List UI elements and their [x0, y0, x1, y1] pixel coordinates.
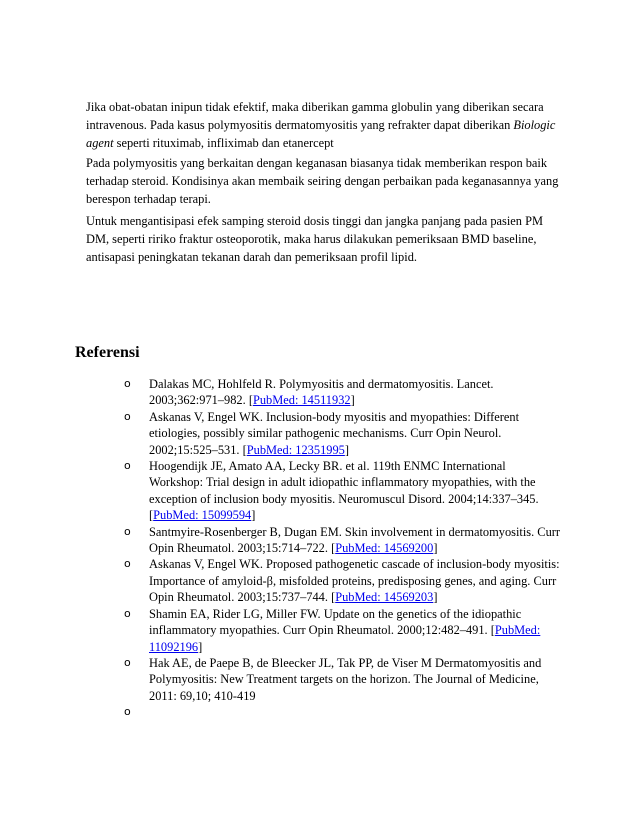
reference-text: Hak AE, de Paepe B, de Bleecker JL, Tak PP, de Viser M Dermatomyositis and Polymyositis: New Treatment targets on the horizon. The Journal of Medicine, 2011: 69,10; 410-419 — [149, 655, 542, 703]
reference-item — [122, 458, 562, 524]
bullet-icon: o — [124, 557, 131, 571]
italic-term: Biologic agent — [86, 118, 556, 150]
reference-item-empty — [122, 704, 562, 720]
bullet-icon: o — [124, 409, 131, 423]
bullet-icon: o — [124, 459, 131, 473]
bullet-icon: o — [124, 705, 131, 719]
bullet-icon: o — [124, 524, 131, 538]
reference-bracket: ] — [344, 442, 349, 457]
bullet-icon: o — [124, 606, 131, 620]
reference-item — [122, 524, 562, 557]
reference-item — [122, 606, 562, 655]
reference-item — [122, 409, 562, 458]
reference-bracket: ] — [433, 590, 438, 605]
references-heading: Referensi — [75, 344, 140, 361]
bullet-icon: o — [124, 377, 131, 390]
paragraph-ivig — [86, 98, 566, 152]
reference-text: Askanas V, Engel WK. Proposed pathogenetic cascade of inclusion-body myositis: Importance of amyloid-β, misfolded proteins, predisposing genes, and aging. Curr Opin Rheumatol. 2003;15:737–744. [ — [149, 557, 560, 605]
pubmed-link[interactable]: PubMed: 14569203 — [335, 590, 434, 605]
pubmed-link[interactable]: PubMed: 14511932 — [252, 393, 351, 408]
reference-text: Askanas V, Engel WK. Inclusion-body myositis and myopathies: Different etiologies, possibly similar pathogenic mechanisms. Curr Opin Neurol. 2002;15:525–531. [ — [149, 409, 520, 457]
reference-text: Hoogendijk JE, Amato AA, Lecky BR. et al. 119th ENMC International Workshop: Trial design in adult idiopathic inflammatory myopathies, with the exception of inclusion body myositis. Neuromuscul Disord. 2004;14:337–345. [ — [149, 459, 539, 523]
pubmed-link[interactable]: PubMed: 15099594 — [153, 508, 252, 523]
references-list — [122, 376, 562, 721]
pubmed-link[interactable]: PubMed: 11092196 — [149, 623, 541, 654]
reference-text: Santmyire-Rosenberger B, Dugan EM. Skin involvement in dermatomyositis. Curr Opin Rheumatol. 2003;15:714–722. [ — [149, 524, 561, 556]
paragraph-text: Jika obat-obatan inipun tidak efektif, maka diberikan gamma globulin yang diberikan secara intravenous. Pada kasus polymyositis dermatomyositis yang refrakter dapat diberikan — [86, 100, 544, 132]
pubmed-link[interactable]: PubMed: 12351995 — [246, 442, 345, 457]
reference-bracket: ] — [350, 393, 355, 408]
reference-item — [122, 376, 562, 409]
reference-item — [122, 556, 562, 605]
reference-bracket: ] — [433, 541, 438, 556]
reference-text: Dalakas MC, Hohlfeld R. Polymyositis and dermatomyositis. Lancet. 2003;362:971–982. [ — [149, 377, 494, 408]
reference-text — [149, 704, 562, 720]
paragraph-steroid-side-effects: Untuk mengantisipasi efek samping steroid dosis tinggi dan jangka panjang pada pasien PM DM, seperti ririko fraktur osteoporotik, maka harus dilakukan pemeriksaan BMD baseline, antisapasi peningkatan tekanan darah dan pemeriksaan profil lipid. — [86, 214, 543, 264]
reference-item — [122, 655, 562, 704]
paragraph-malignancy: Pada polymyositis yang berkaitan dengan keganasan biasanya tidak memberikan respon baik terhadap steroid. Kondisinya akan membaik seiring dengan perbaikan pada keganasannya yang berespon terhadap terapi. — [86, 156, 559, 206]
pubmed-link[interactable]: PubMed: 14569200 — [335, 541, 434, 556]
reference-text: Shamin EA, Rider LG, Miller FW. Update on the genetics of the idiopathic inflammatory myopathies. Curr Opin Rheumatol. 2000;12:482–491. [ — [149, 606, 522, 638]
reference-bracket: ] — [198, 639, 203, 654]
bullet-icon: o — [124, 655, 131, 669]
paragraph-text: seperti rituximab, infliximab dan etanercept — [113, 136, 334, 150]
reference-bracket: ] — [251, 508, 256, 523]
